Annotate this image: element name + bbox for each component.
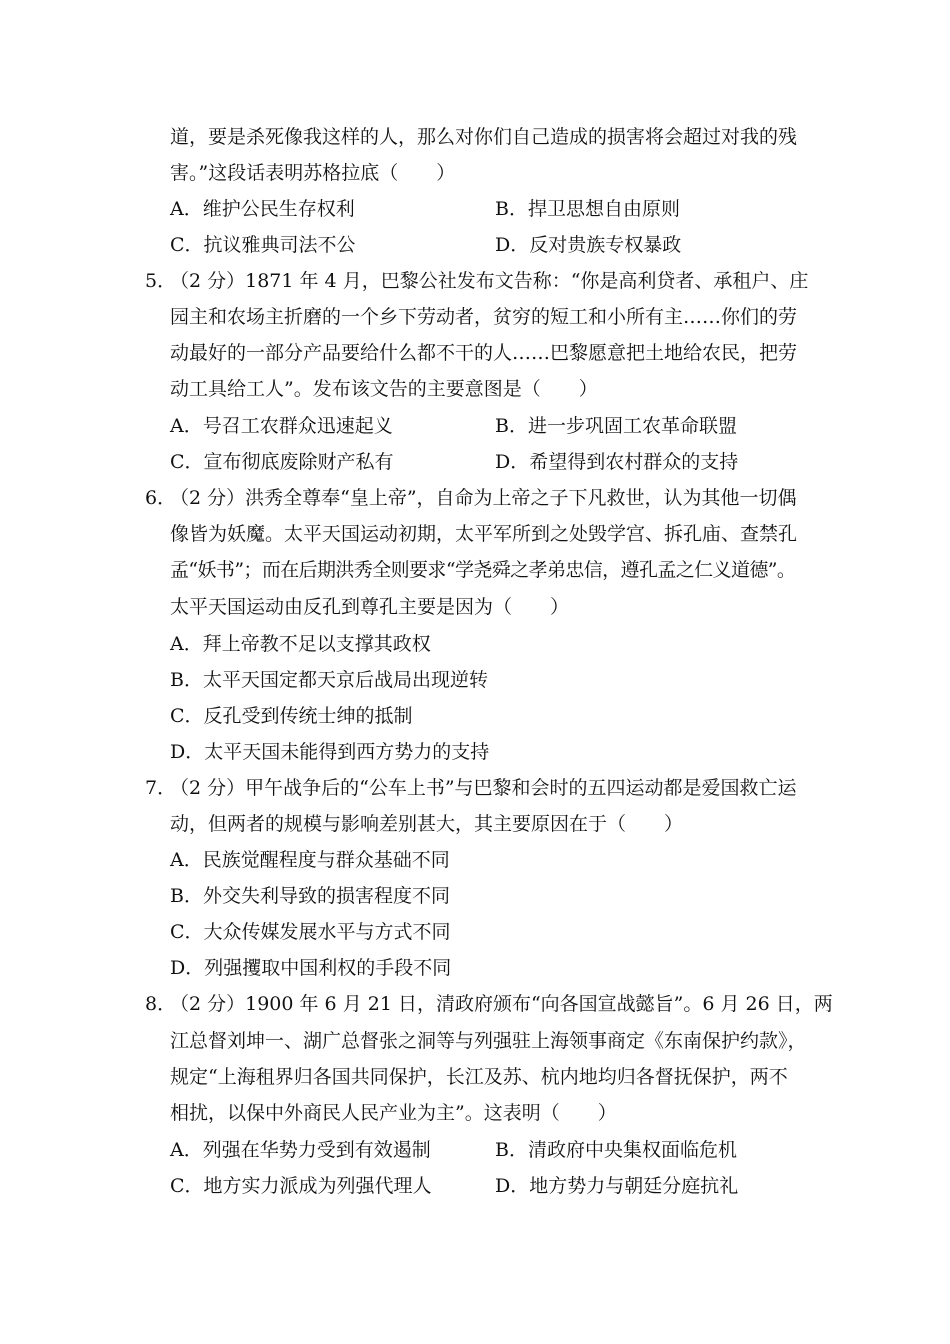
question-6-option-b: B．太平天国定都天京后战局出现逆转 bbox=[170, 669, 488, 691]
question-7-line-2: 动，但两者的规模与影响差别甚大，其主要原因在于（ ） bbox=[170, 813, 684, 835]
question-5-line-2: 园主和农场主折磨的一个乡下劳动者，贫穷的短工和小所有主……你们的劳 bbox=[170, 306, 798, 328]
question-5-option-a: A．号召工农群众迅速起义 bbox=[170, 415, 393, 437]
question-7-option-d: D．列强攫取中国利权的手段不同 bbox=[170, 957, 452, 979]
question-4-line-1: 道，要是杀死像我这样的人，那么对你们自己造成的损害将会超过对我的残 bbox=[170, 126, 798, 148]
question-8-line-4: 相扰，以保中外商民人民产业为主”。这表明（ ） bbox=[170, 1102, 617, 1124]
question-6-line-1: （2 分）洪秀全尊奉“皇上帝”，自命为上帝之子下凡救世，认为其他一切偶 bbox=[170, 487, 797, 509]
question-6-line-2: 像皆为妖魔。太平天国运动初期，太平军所到之处毁学宫、拆孔庙、查禁孔 bbox=[170, 523, 798, 545]
question-8-line-2: 江总督刘坤一、湖广总督张之洞等与列强驻上海领事商定《东南保护约款》， bbox=[170, 1030, 807, 1052]
question-5-line-1: （2 分）1871 年 4 月，巴黎公社发布文告称：“你是高利贷者、承租户、庄 bbox=[170, 270, 809, 292]
question-6-line-4: 太平天国运动由反孔到尊孔主要是因为（ ） bbox=[170, 596, 570, 618]
question-4-option-b: B．捍卫思想自由原则 bbox=[495, 198, 680, 220]
question-4-option-d: D．反对贵族专权暴政 bbox=[495, 234, 682, 256]
question-8-number: 8． bbox=[145, 993, 177, 1015]
question-7-option-b: B．外交失利导致的损害程度不同 bbox=[170, 885, 450, 907]
question-6-option-c: C．反孔受到传统士绅的抵制 bbox=[170, 705, 413, 727]
question-7-option-c: C．大众传媒发展水平与方式不同 bbox=[170, 921, 451, 943]
question-5-option-d: D．希望得到农村群众的支持 bbox=[495, 451, 739, 473]
question-8-line-1: （2 分）1900 年 6 月 21 日，清政府颁布“向各国宣战懿旨”。6 月 26 日，两 bbox=[170, 993, 833, 1015]
question-8-line-3: 规定“上海租界归各国共同保护，长江及苏、杭内地均归各督抚保护，两不 bbox=[170, 1066, 788, 1088]
question-4-option-c: C．抗议雅典司法不公 bbox=[170, 234, 356, 256]
question-8-option-d: D．地方势力与朝廷分庭抗礼 bbox=[495, 1175, 739, 1197]
question-8-option-a: A．列强在华势力受到有效遏制 bbox=[170, 1139, 431, 1161]
question-5-number: 5． bbox=[145, 270, 177, 292]
question-7-number: 7． bbox=[145, 777, 177, 799]
question-6-option-a: A．拜上帝教不足以支撑其政权 bbox=[170, 633, 431, 655]
question-8-option-b: B．清政府中央集权面临危机 bbox=[495, 1139, 737, 1161]
question-8-option-c: C．地方实力派成为列强代理人 bbox=[170, 1175, 432, 1197]
question-5-option-c: C．宣布彻底废除财产私有 bbox=[170, 451, 394, 473]
question-5-line-3: 动最好的一部分产品要给什么都不干的人……巴黎愿意把土地给农民，把劳 bbox=[170, 342, 798, 364]
question-7-option-a: A．民族觉醒程度与群众基础不同 bbox=[170, 849, 450, 871]
question-4-line-2: 害。”这段话表明苏格拉底（ ） bbox=[170, 162, 456, 184]
question-5-line-4: 动工具给工人”。发布该文告的主要意图是（ ） bbox=[170, 378, 598, 400]
question-6-option-d: D．太平天国未能得到西方势力的支持 bbox=[170, 741, 490, 763]
question-7-line-1: （2 分）甲午战争后的“公车上书”与巴黎和会时的五四运动都是爱国救亡运 bbox=[170, 777, 797, 799]
question-6-number: 6． bbox=[145, 487, 177, 509]
question-5-option-b: B．进一步巩固工农革命联盟 bbox=[495, 415, 737, 437]
question-6-line-3: 孟“妖书”；而在后期洪秀全则要求“学尧舜之孝弟忠信，遵孔孟之仁义道德”。 bbox=[170, 559, 796, 581]
question-4-option-a: A．维护公民生存权利 bbox=[170, 198, 355, 220]
